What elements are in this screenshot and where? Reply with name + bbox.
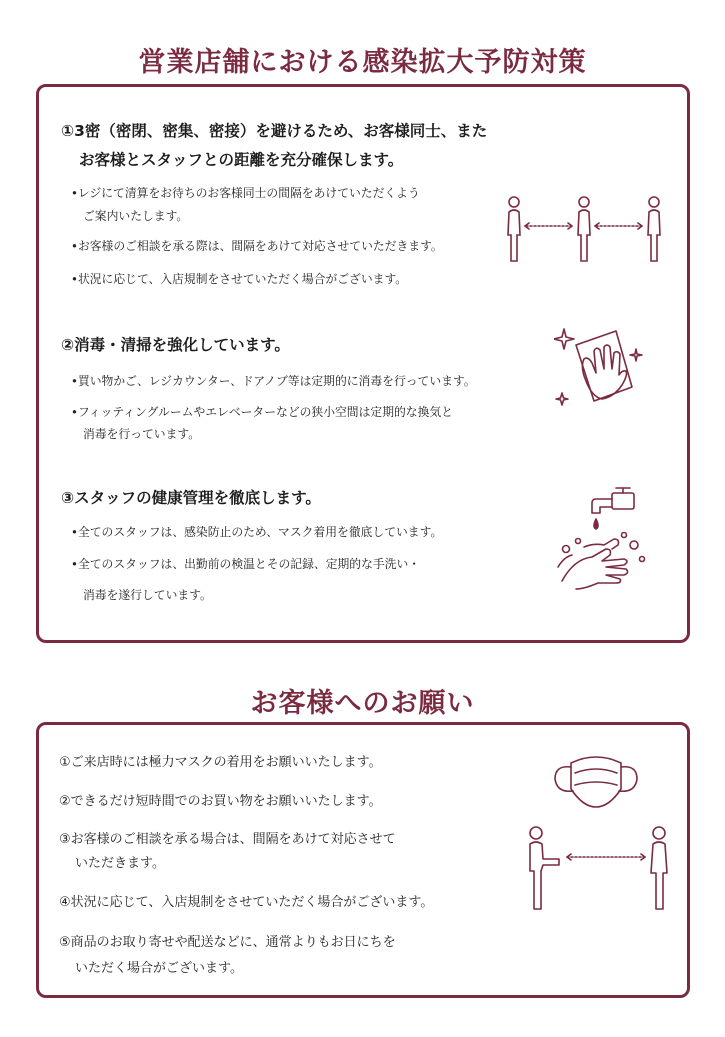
measures-panel xyxy=(36,84,690,643)
wipe-hand-icon xyxy=(554,323,646,411)
request-panel xyxy=(36,722,690,998)
section2-bullet2-line2: 消毒を行っています。 xyxy=(83,427,201,441)
section1-heading-line1: ①3密（密閉、密集、密接）を避けるため、お客様同士、また xyxy=(61,122,488,140)
section2-heading: ②消毒・清掃を強化しています。 xyxy=(61,336,290,354)
staff-distance-icon xyxy=(521,823,671,915)
request-item-5-line1: ⑤商品のお取り寄せや配送などに、通常よりもお日にちを xyxy=(59,935,396,950)
social-distance-icon xyxy=(499,193,669,267)
mask-icon xyxy=(549,751,643,811)
request-item-3-line2: いただきます。 xyxy=(75,856,165,871)
section3-bullet1: •全てのスタッフは、感染防止のため、マスク着用を徹底しています。 xyxy=(71,525,443,539)
section3-heading: ③スタッフの健康管理を徹底します。 xyxy=(61,489,321,507)
page-title: 営業店舗における感染拡大予防対策 xyxy=(138,47,587,78)
section3-bullet2-line2: 消毒を遂行しています。 xyxy=(83,588,212,602)
section3-bullet2-line1: •全てのスタッフは、出勤前の検温とその記録、定期的な手洗い・ xyxy=(71,557,421,571)
section1-bullet2: •お客様のご相談を承る際は、間隔をあけて対応させていただきます。 xyxy=(71,239,443,253)
request-item-4: ④状況に応じて、入店規制をさせていただく場合がございます。 xyxy=(59,895,434,910)
request-item-5-line2: いただく場合がございます。 xyxy=(75,961,243,976)
section1-bullet1-line2: ご案内いたします。 xyxy=(83,209,189,223)
section1-heading-line2: お客様とスタッフとの距離を充分確保します。 xyxy=(79,151,404,169)
request-item-1: ①ご来店時には極力マスクの着用をお願いいたします。 xyxy=(59,755,382,770)
request-title: お客様へのお願い xyxy=(250,688,475,719)
handwash-faucet-icon xyxy=(554,485,654,605)
section1-bullet1-line1: •レジにて清算をお待ちのお客様同士の間隔をあけていただくよう xyxy=(71,186,420,200)
section2-bullet1: •買い物かご、レジカウンター、ドアノブ等は定期的に消毒を行っています。 xyxy=(71,374,476,388)
section2-bullet2-line1: •フィッティングルームやエレベーターなどの狭小空間は定期的な換気と xyxy=(71,405,453,419)
section1-bullet3: •状況に応じて、入店規制をさせていただく場合がございます。 xyxy=(71,272,408,286)
request-item-2: ②できるだけ短時間でのお買い物をお願いいたします。 xyxy=(59,794,382,809)
request-item-3-line1: ③お客様のご相談を承る場合は、間隔をあけて対応させて xyxy=(59,832,396,847)
